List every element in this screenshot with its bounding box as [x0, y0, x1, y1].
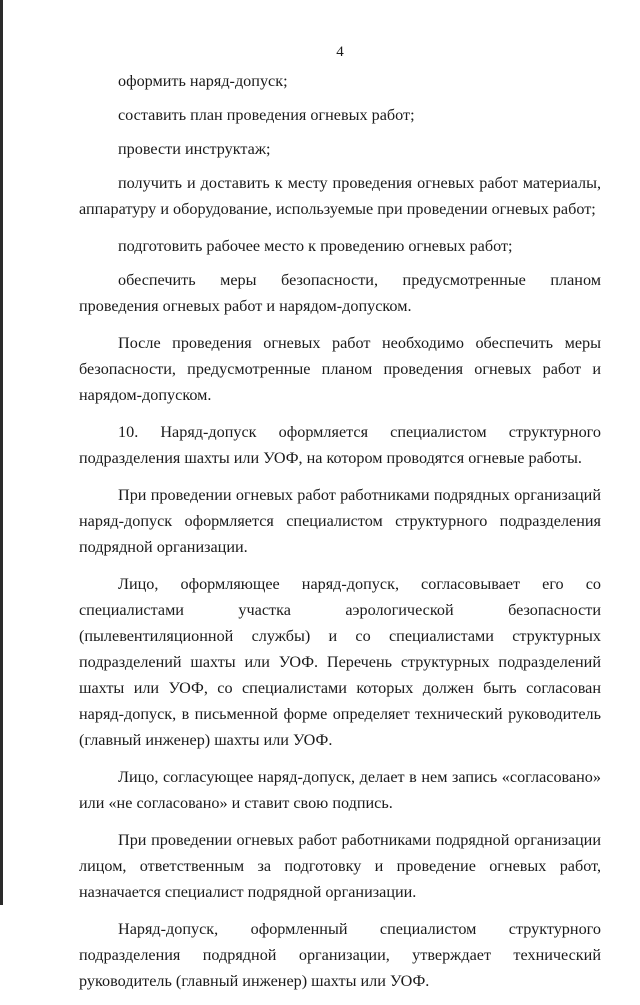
list-item-prepare-workplace: подготовить рабочее место к проведению огневых работ; [118, 237, 513, 255]
list-item-deliver-materials: получить и доставить к месту проведения огневых работ материалы, аппаратуру и оборудование, используемые при проведении огневых работ; [79, 174, 601, 218]
scan-edge-shadow [0, 0, 3, 905]
list-item-conduct-briefing: провести инструктаж; [118, 140, 271, 158]
paragraph-approval-record: Лицо, согласующее наряд-допуск, делает в нем запись «согласовано» или «не согласовано» и ставит свою подпись. [79, 768, 601, 812]
paragraph-item-10: 10. Наряд-допуск оформляется специалистом структурного подразделения шахты или УОФ, на котором проводятся огневые работы. [79, 423, 601, 467]
paragraph-responsible-person: При проведении огневых работ работниками подрядной организации лицом, ответственным за подготовку и проведение огневых работ, назначается специалист подрядной организации. [79, 831, 601, 901]
list-item-ensure-safety: обеспечить меры безопасности, предусмотренные планом проведения огневых работ и нарядом-допуском. [79, 271, 601, 315]
page-number: 4 [336, 44, 344, 60]
document-body [79, 68, 601, 1005]
paragraph-permit-approval: Наряд-допуск, оформленный специалистом структурного подразделения подрядной организации, утверждает технический руководитель (главный инженер) шахты или УОФ. [79, 920, 601, 990]
paragraph-after-works: После проведения огневых работ необходимо обеспечить меры безопасности, предусмотренные планом проведения огневых работ и нарядом-допуском. [79, 334, 601, 404]
list-item-draw-up-plan: составить план проведения огневых работ; [118, 106, 415, 124]
paragraph-contractor-works: При проведении огневых работ работниками подрядных организаций наряд-допуск оформляется специалистом структурного подразделения подрядной организации. [79, 486, 601, 556]
list-item-issue-permit: оформить наряд-допуск; [118, 72, 288, 90]
paragraph-approval-specialists: Лицо, оформляющее наряд-допуск, согласовывает его со специалистами участка аэрологической безопасности (пылевентиляционной службы) и со специалистами структурных подразделений шахты или УОФ. Перечень структурных подразделений шахты или УОФ, со специалистами которых должен быть согласован наряд-допуск, в письменной форме определяет технический руководитель (главный инженер) шахты или УОФ. [79, 575, 601, 749]
